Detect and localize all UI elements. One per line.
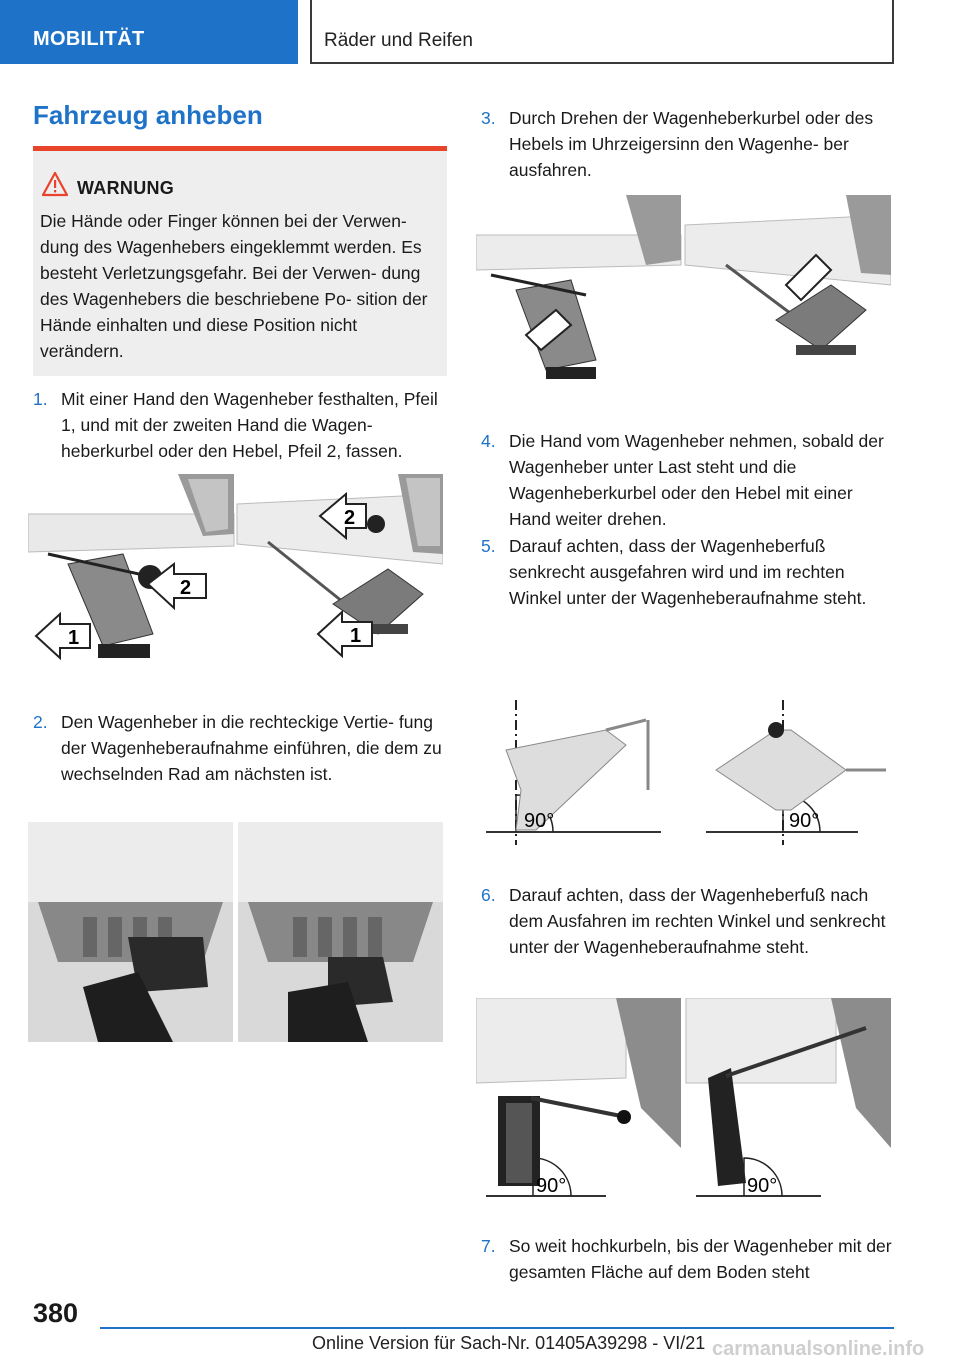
warning-title: WARNUNG bbox=[77, 178, 175, 198]
step-text: Die Hand vom Wagenheber nehmen, sobald der Wagenheber unter Last steht und die Wagenheberkurbel oder den Hebel mit einer Hand weiter drehen. bbox=[509, 431, 884, 529]
arrow-2-label: 2 bbox=[180, 577, 192, 599]
footer-text: Online Version für Sach-Nr. 01405A39298 - VI/21 bbox=[312, 1333, 706, 1353]
step-text: So weit hochkurbeln, bis der Wagenheber mit der gesamten Fläche auf dem Boden steht bbox=[509, 1236, 892, 1282]
step-text: Den Wagenheber in die rechteckige Vertie‐ fung der Wagenheberaufnahme einführen, die dem zu wechselnden Rad am nächsten ist. bbox=[61, 712, 442, 784]
step-text: Darauf achten, dass der Wagenheberfuß senkrecht ausgefahren wird und im rechten Winkel unter der Wagenheberaufnahme steht. bbox=[509, 536, 867, 608]
page-number: 380 bbox=[33, 1298, 79, 1328]
step-number: 5. bbox=[481, 536, 496, 556]
chapter-header bbox=[312, 0, 894, 64]
svg-text:90°: 90° bbox=[536, 1175, 567, 1197]
figure-jack-extended bbox=[476, 998, 891, 1205]
svg-text:2: 2 bbox=[344, 507, 356, 529]
step-text: Mit einer Hand den Wagenheber festhalten, Pfeil 1, und mit der zweiten Hand die Wagen‐ heberkurbel oder den Hebel, Pfeil 2, fassen. bbox=[61, 389, 438, 461]
step-text: Durch Drehen der Wagenheberkurbel oder des Hebels im Uhrzeigersinn den Wagenhe‐ ber ausfahren. bbox=[509, 108, 874, 180]
section-tab bbox=[0, 0, 298, 64]
warning-box bbox=[33, 146, 447, 376]
footer-divider bbox=[100, 1327, 894, 1329]
warning-text: Die Hände oder Finger können bei der Verwen‐ dung des Wagenhebers eingeklemmt werden. Es besteht Verletzungsgefahr. Bei der Verwen‐ dung des Wagenhebers die beschriebene Po‐ sition der Hände einhalten und diese Position nicht verändern. bbox=[40, 211, 428, 361]
figure-crank-rotate bbox=[476, 195, 891, 380]
chapter-label: Räder und Reifen bbox=[324, 30, 473, 51]
warning-triangle-icon bbox=[41, 171, 69, 197]
figure-jack-hold bbox=[28, 474, 443, 666]
step-number: 6. bbox=[481, 885, 496, 905]
figure-right-angle-diagram bbox=[476, 690, 891, 850]
svg-text:90°: 90° bbox=[789, 810, 820, 832]
watermark: carmanualsonline.info bbox=[712, 1338, 925, 1360]
svg-text:1: 1 bbox=[350, 625, 362, 647]
page-title: Fahrzeug anheben bbox=[33, 100, 263, 130]
section-label: MOBILITÄT bbox=[33, 28, 145, 50]
step-text: Darauf achten, dass der Wagenheberfuß nach dem Ausfahren im rechten Winkel und senkrecht unter der Wagenheberaufnahme steht. bbox=[509, 885, 886, 957]
arrow-1-label: 1 bbox=[68, 627, 80, 649]
step-number: 2. bbox=[33, 712, 48, 732]
step-number: 4. bbox=[481, 431, 496, 451]
svg-text:90°: 90° bbox=[747, 1175, 778, 1197]
step-number: 1. bbox=[33, 389, 48, 409]
step-number: 3. bbox=[481, 108, 496, 128]
figure-jack-seat-photos bbox=[28, 822, 443, 1042]
step-number: 7. bbox=[481, 1236, 496, 1256]
angle-label: 90° bbox=[524, 810, 555, 832]
